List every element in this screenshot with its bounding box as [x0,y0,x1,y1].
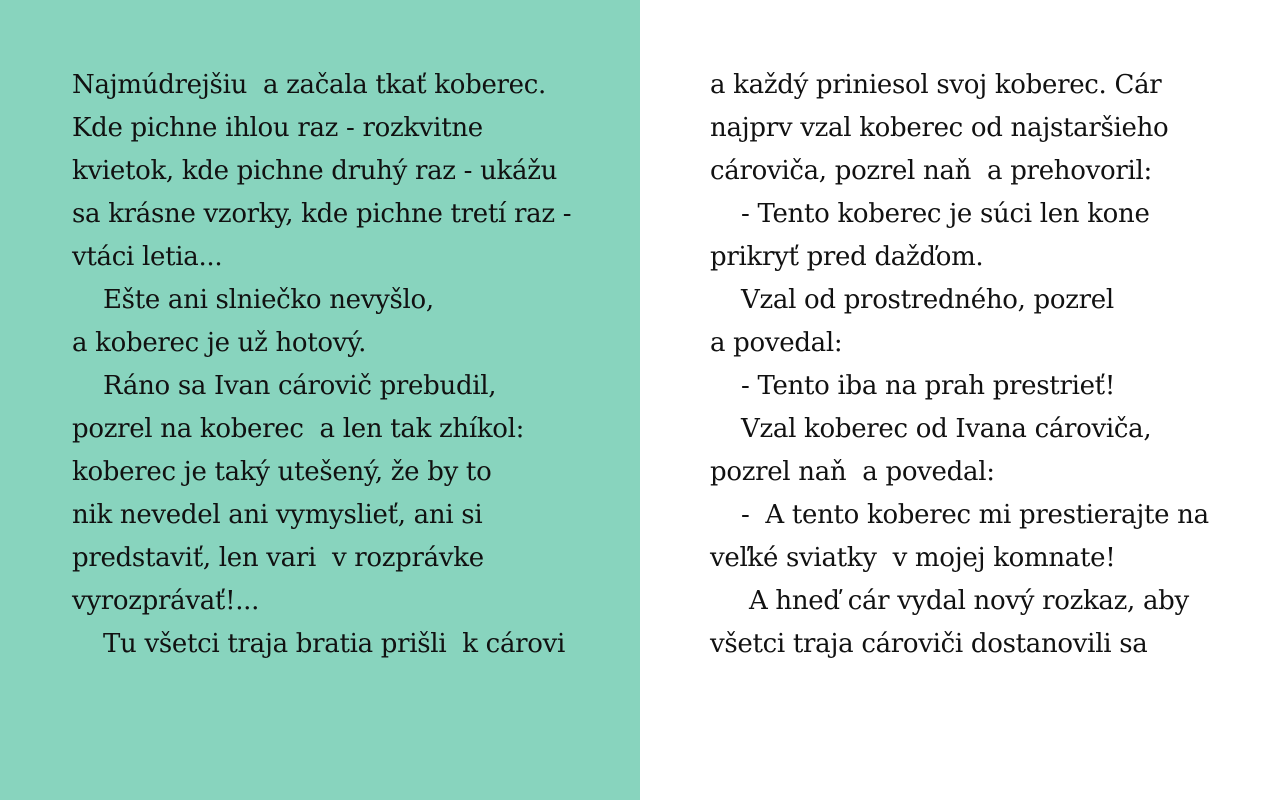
text-line: Ráno sa Ivan cárovič prebudil, [103,371,497,401]
text-line: predstaviť, len vari v rozprávke [72,543,484,573]
text-line: a povedal: [710,328,843,358]
text-line: Ešte ani slniečko nevyšlo, [103,285,434,315]
text-line: veľké sviatky v mojej komnate! [710,543,1116,573]
text-line: vtáci letia... [72,242,223,272]
text-line: Najmúdrejšiu a začala tkať koberec. [72,70,546,100]
text-line: koberec je taký utešený, že by to [72,457,492,487]
right-page [640,0,1280,800]
text-line: vyrozprávať!... [72,586,260,616]
text-line: cároviča, pozrel naň a prehovoril: [710,156,1152,186]
text-line: Kde pichne ihlou raz - rozkvitne [72,113,483,143]
text-line: a každý priniesol svoj koberec. Cár [710,70,1162,100]
right-page-text [710,64,1209,666]
text-line: najprv vzal koberec od najstaršieho [710,113,1169,143]
text-line: prikryť pred dažďom. [710,242,984,272]
text-line: nik nevedel ani vymyslieť, ani si [72,500,483,530]
text-line: sa krásne vzorky, kde pichne tretí raz - [72,199,572,229]
text-line: pozrel naň a povedal: [710,457,995,487]
text-line: - Tento koberec je súci len kone [741,199,1150,229]
left-page-text [72,64,571,666]
text-line: - A tento koberec mi prestierajte na [741,500,1209,530]
text-line: A hneď cár vydal nový rozkaz, aby [741,586,1189,616]
text-line: Vzal od prostredného, pozrel [741,285,1114,315]
text-line: kvietok, kde pichne druhý raz - ukážu [72,156,558,186]
text-line: Tu všetci traja bratia prišli k cárovi [103,629,566,659]
text-line: pozrel na koberec a len tak zhíkol: [72,414,525,444]
text-line: všetci traja cároviči dostanovili sa [710,629,1148,659]
text-line: a koberec je už hotový. [72,328,367,358]
text-line: Vzal koberec od Ivana cároviča, [741,414,1152,444]
text-line: - Tento iba na prah prestrieť! [741,371,1115,401]
